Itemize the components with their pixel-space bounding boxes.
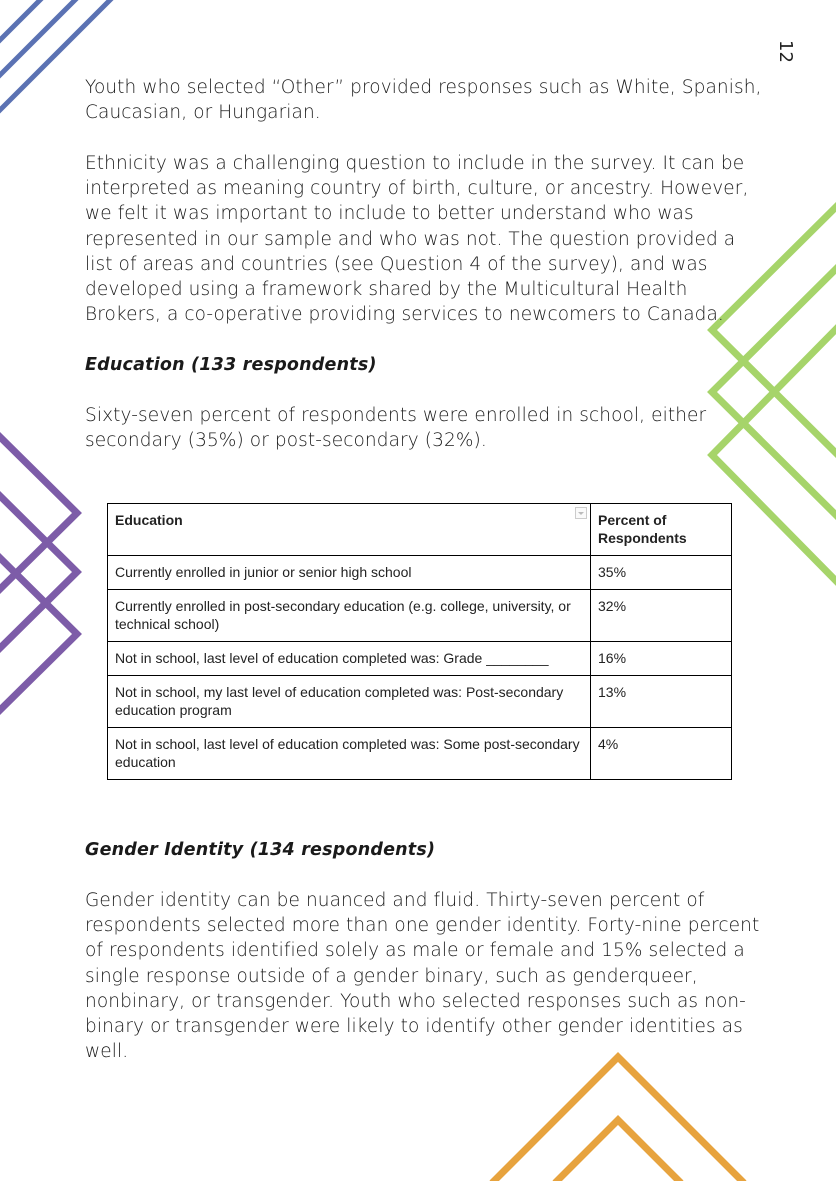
percent-cell: 13% — [591, 676, 732, 728]
paragraph-ethnicity: Ethnicity was a challenging question to include in the survey. It can be interpreted as meaning country of birth, culture, or ancestry. However, we felt it was important to include to better understand who was represented in our sample and who was not. The question provided a list of areas and countries (see Question 4 of the survey), and was developed using a framework shared by the Multicultural Health Brokers, a co-operative providing services to newcomers to Canada. — [85, 153, 749, 326]
orange-chevrons — [492, 1057, 744, 1181]
education-cell: Currently enrolled in post-secondary education (e.g. college, university, or technical school) — [108, 590, 591, 642]
filter-dropdown-icon — [575, 507, 587, 519]
column-header-education — [108, 504, 591, 556]
column-header-education-label: Education — [115, 512, 183, 528]
paragraph-other-responses: Youth who selected “Other” provided responses such as White, Spanish, Caucasian, or Hungarian. — [85, 77, 762, 124]
heading-gender-identity: Gender Identity (134 respondents) — [85, 840, 436, 860]
purple-chevrons — [0, 432, 77, 715]
column-header-percent: Percent of Respondents — [591, 504, 732, 556]
table-row — [108, 728, 732, 780]
page-number: 12 — [775, 40, 796, 63]
table-row — [108, 676, 732, 728]
education-cell: Not in school, last level of education completed was: Some post-secondary education — [108, 728, 591, 780]
percent-cell: 16% — [591, 642, 732, 676]
education-cell: Not in school, last level of education completed was: Grade ________ — [108, 642, 591, 676]
table-row — [108, 556, 732, 590]
education-cell: Currently enrolled in junior or senior high school — [108, 556, 591, 590]
table-header-row — [108, 504, 732, 556]
education-cell: Not in school, my last level of education completed was: Post-secondary education program — [108, 676, 591, 728]
table-row — [108, 642, 732, 676]
percent-cell: 32% — [591, 590, 732, 642]
education-table — [107, 503, 732, 780]
paragraph-education: Sixty-seven percent of respondents were enrolled in school, either secondary (35%) or post-secondary (32%). — [85, 405, 707, 452]
percent-cell: 35% — [591, 556, 732, 590]
paragraph-gender-identity: Gender identity can be nuanced and fluid. Thirty-seven percent of respondents selected more than one gender identity. Forty-nine percent of respondents identified solely as male or female and 15% selected a single response outside of a gender binary, such as genderqueer, nonbinary, or transgender. Youth who selected responses such as non-binary or transgender were likely to identify other gender identities as well. — [85, 890, 760, 1063]
percent-cell: 4% — [591, 728, 732, 780]
table-row — [108, 590, 732, 642]
heading-education: Education (133 respondents) — [85, 355, 377, 375]
